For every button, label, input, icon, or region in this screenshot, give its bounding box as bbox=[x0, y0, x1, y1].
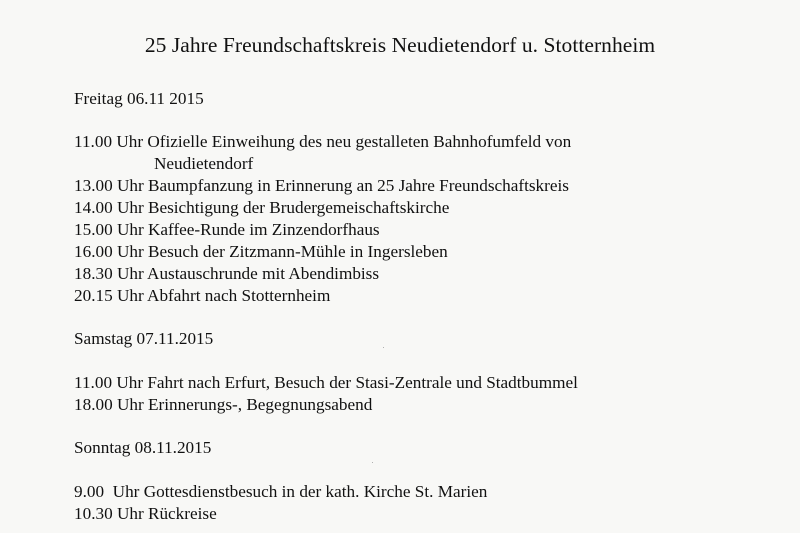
day-heading-saturday: Samstag 07.11.2015 bbox=[74, 329, 214, 348]
scan-speck bbox=[372, 462, 373, 463]
event-line: 18.00 Uhr Erinnerungs-, Begegnungsabend bbox=[74, 395, 373, 414]
event-line-continuation: Neudietendorf bbox=[154, 154, 254, 173]
document-title: 25 Jahre Freundschaftskreis Neudietendorf u. Stotternheim bbox=[144, 33, 656, 57]
event-line: 14.00 Uhr Besichtigung der Brudergemeischaftskirche bbox=[74, 198, 450, 217]
scan-speck bbox=[383, 347, 384, 348]
event-line: 11.00 Uhr Fahrt nach Erfurt, Besuch der Stasi-Zentrale und Stadtbummel bbox=[74, 373, 578, 392]
event-line: 11.00 Uhr Ofizielle Einweihung des neu gestalleten Bahnhofumfeld von bbox=[74, 132, 572, 151]
event-line: 20.15 Uhr Abfahrt nach Stotternheim bbox=[74, 286, 331, 305]
event-line: 18.30 Uhr Austauschrunde mit Abendimbiss bbox=[74, 264, 380, 283]
event-line: 9.00 Uhr Gottesdienstbesuch in der kath. Kirche St. Marien bbox=[74, 482, 488, 501]
event-line: 15.00 Uhr Kaffee-Runde im Zinzendorfhaus bbox=[74, 220, 380, 239]
day-heading-friday: Freitag 06.11 2015 bbox=[74, 89, 204, 108]
event-line: 13.00 Uhr Baumpfanzung in Erinnerung an 25 Jahre Freundschaftskreis bbox=[74, 176, 569, 195]
event-line: 16.00 Uhr Besuch der Zitzmann-Mühle in Ingersleben bbox=[74, 242, 448, 261]
event-line: 10.30 Uhr Rückreise bbox=[74, 504, 217, 523]
day-heading-sunday: Sonntag 08.11.2015 bbox=[74, 438, 212, 457]
